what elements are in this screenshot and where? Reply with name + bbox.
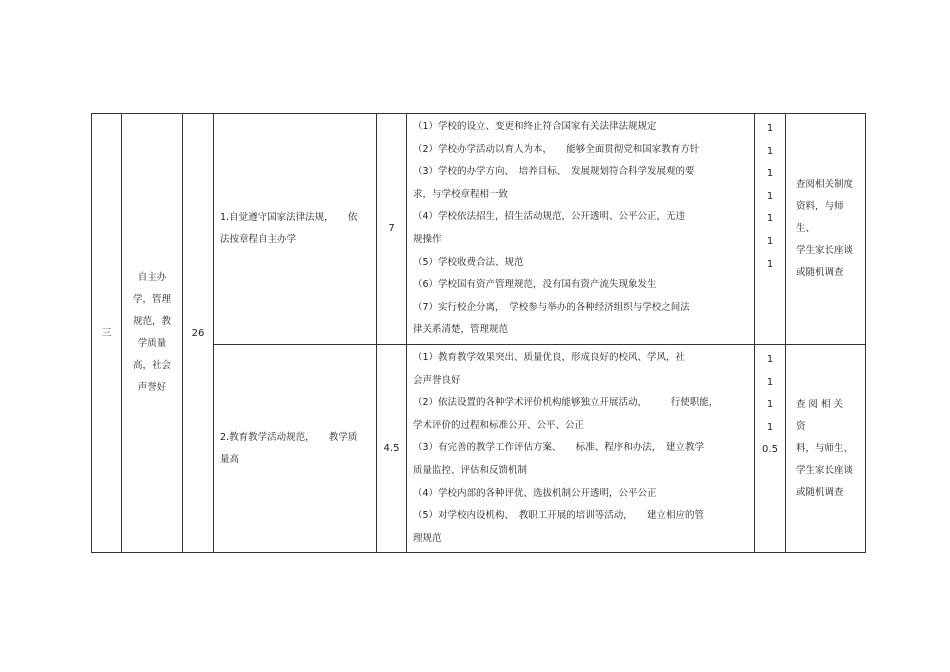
method-line: 查 阅 相 关 资 <box>796 398 844 432</box>
standard-line: 学术评价的过程和标准公开、公平、公正 <box>413 419 585 431</box>
standard-line: 会声誉良好 <box>413 374 461 386</box>
method-line: 学生家长座谈 <box>796 244 854 256</box>
category-score: 26 <box>183 114 214 553</box>
standard-line: 律关系清楚，管理规范 <box>413 324 509 336</box>
sub-score: 0.5 <box>762 444 778 456</box>
method-line: 资料，与师生、 <box>796 200 844 234</box>
item-standards <box>407 114 755 345</box>
sub-score: 1 <box>766 258 774 270</box>
standard-line: （2）学校办学活动以育人为本， 能够全面贯彻党和国家教育方针 <box>413 143 700 155</box>
item-line: 量高 <box>220 453 240 465</box>
sub-score: 1 <box>766 421 774 433</box>
method-line: 或随机调查 <box>796 266 844 278</box>
sub-score: 1 <box>766 190 774 202</box>
item-name <box>214 344 377 552</box>
standard-line: （3）有完善的教学工作评估方案、 标准、程序和办法， 建立教学 <box>413 442 705 454</box>
category-line: 声誉好 <box>137 382 167 394</box>
standard-line: （7）实行校企分离， 学校参与举办的各种经济组织与学校之间法 <box>413 301 690 313</box>
table-row <box>92 114 866 345</box>
evaluation-table <box>91 113 866 553</box>
sub-scores <box>755 344 786 552</box>
sub-score: 1 <box>766 399 774 411</box>
item-line: 法按章程自主办学 <box>220 233 297 245</box>
item-line: 1.自觉遵守国家法律法规， 依 <box>220 211 358 223</box>
item-name <box>214 114 377 345</box>
sub-score: 1 <box>766 168 774 180</box>
sub-score: 1 <box>766 235 774 247</box>
method-line: 或随机调查 <box>796 486 844 498</box>
item-score: 7 <box>377 114 407 345</box>
standard-line: 理规范 <box>413 532 442 544</box>
sub-score: 1 <box>766 145 774 157</box>
category-line: 高，社会 <box>132 360 171 372</box>
method-line: 学生家长座谈 <box>796 464 854 476</box>
standard-line: （1）学校的设立、变更和终止符合国家有关法律法规规定 <box>413 121 657 132</box>
assessment-method <box>786 114 866 345</box>
method-line: 料，与师生、 <box>796 442 854 454</box>
standard-line: （5）对学校内设机构、 教职工开展的培训等活动， 建立相应的管 <box>413 510 705 522</box>
standard-line: 质量监控、评估和反馈机制 <box>413 464 528 476</box>
standard-line: （1）教育教学效果突出、质量优良，形成良好的校风、学风，社 <box>413 351 686 363</box>
sub-score: 1 <box>766 213 774 225</box>
item-standards <box>407 344 755 552</box>
standard-line: （5）学校收费合法、规范 <box>413 256 524 268</box>
standard-line: （6）学校国有资产管理规范，没有国有资产流失现象发生 <box>413 279 657 291</box>
standard-line: （4）学校内部的各种评优、选拔机制公开透明，公平公正 <box>413 487 657 499</box>
category-name <box>122 114 183 553</box>
sub-score: 1 <box>766 376 774 388</box>
category-line: 学，管理 <box>132 294 171 306</box>
method-line: 查阅相关制度 <box>796 178 854 190</box>
item-line: 2.教育教学活动规范， 教学质 <box>220 431 358 443</box>
sub-score: 1 <box>766 123 774 134</box>
standard-line: （2）依法设置的各种学术评价机构能够独立开展活动， 行使职能， <box>413 397 719 409</box>
category-line: 规范，教 <box>132 316 171 328</box>
item-score: 4.5 <box>377 344 407 552</box>
category-line: 学质量 <box>137 338 167 350</box>
sub-scores <box>755 114 786 345</box>
standard-line: 规操作 <box>413 233 442 245</box>
category-number: 三 <box>92 114 122 553</box>
category-line: 自主办 <box>137 272 167 284</box>
standard-line: （3）学校的办学方向、 培养目标、 发展规划符合科学发展观的要 <box>413 166 695 178</box>
standard-line: 求，与学校章程相一致 <box>413 188 509 200</box>
assessment-method <box>786 344 866 552</box>
sub-score: 1 <box>766 353 774 365</box>
standard-line: （4）学校依法招生，招生活动规范，公开透明、公平公正，无违 <box>413 211 686 223</box>
